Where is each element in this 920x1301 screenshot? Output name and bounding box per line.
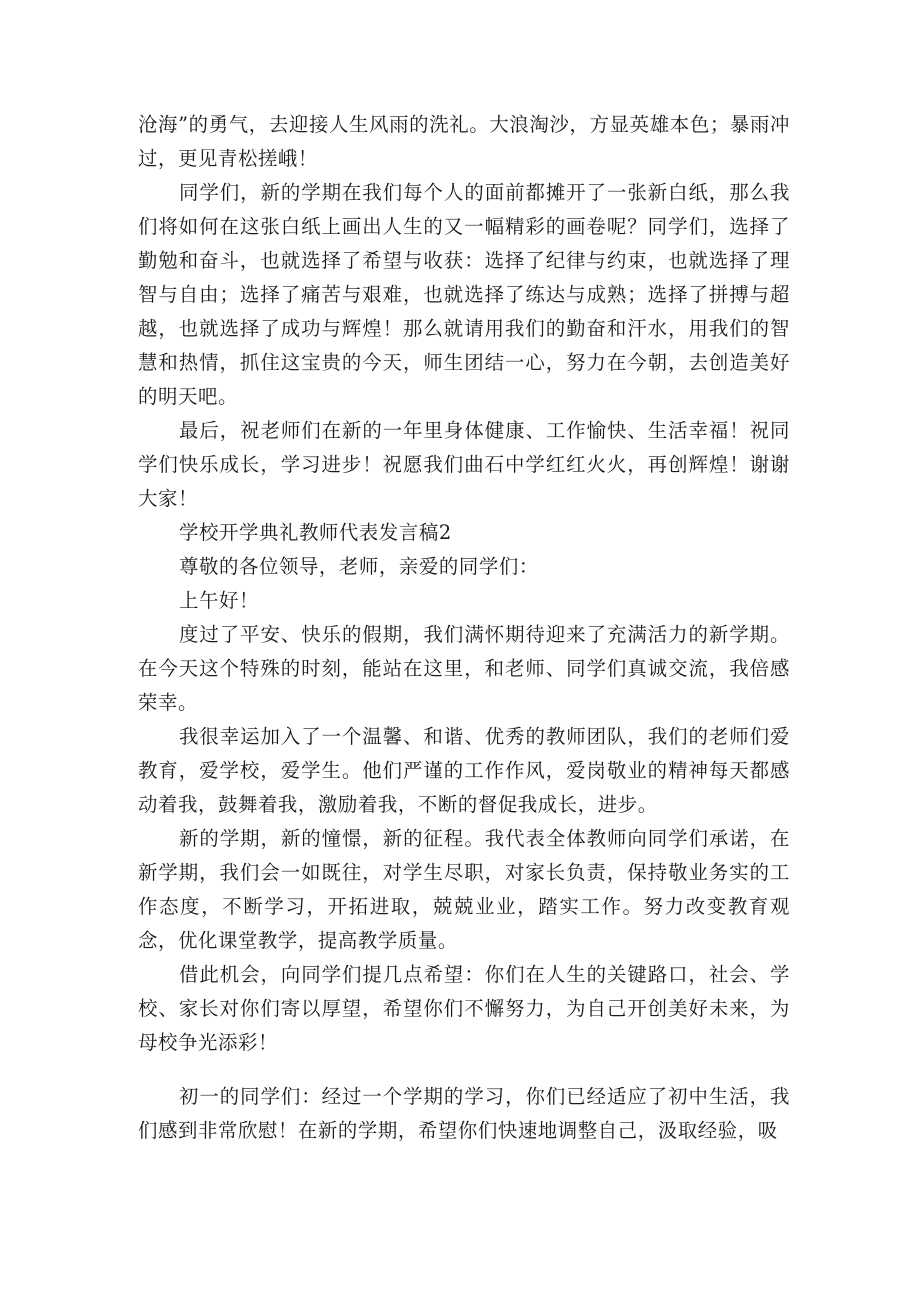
greeting-line: 尊敬的各位领导，老师，亲爱的同学们： <box>179 555 539 578</box>
paragraph-continuation: 沧海”的勇气，去迎接人生风雨的洗礼。大浪淘沙，方显英雄本色；暴雨冲过，更见青松搓峨！ <box>138 113 790 170</box>
paragraph-commitment: 新的学期，新的憧憬，新的征程。我代表全体教师向同学们承诺，在新学期，我们会一如既往，对学生尽职，对家长负责，保持敬业务实的工作态度，不断学习，开拓进取，兢兢业业，踏实工作。努力改变教育观念，优化课堂教学，提高教学质量。 <box>138 827 790 952</box>
salutation-line: 上午好！ <box>179 589 259 612</box>
document-body <box>138 108 790 1148</box>
paragraph-new-term: 度过了平安、快乐的假期，我们满怀期待迎来了充满活力的新学期。在今天这个特殊的时刻，能站在这里，和老师、同学们真诚交流，我倍感荣幸。 <box>138 623 790 714</box>
section-title: 学校开学典礼教师代表发言稿2 <box>179 521 452 544</box>
paragraph-teacher-team: 我很幸运加入了一个温馨、和谐、优秀的教师团队，我们的老师们爱教育，爱学校，爱学生。他们严谨的工作作风，爱岗敬业的精神每天都感动着我，鼓舞着我，激励着我，不断的督促我成长，进步。 <box>138 725 790 816</box>
paragraph-new-semester: 同学们，新的学期在我们每个人的面前都摊开了一张新白纸，那么我们将如何在这张白纸上画出人生的又一幅精彩的画卷呢？同学们，选择了勤勉和奋斗，也就选择了希望与收获：选择了纪律与约束，也就选择了理智与自由；选择了痛苦与艰难，也就选择了练达与成熟；选择了拼搏与超越，也就选择了成功与辉煌！那么就请用我们的勤奋和汗水，用我们的智慧和热情，抓住这宝贵的今天，师生团结一心，努力在今朝，去创造美好的明天吧。 <box>138 181 790 408</box>
paragraph-hopes: 借此机会，向同学们提几点希望：你们在人生的关键路口，社会、学校、家长对你们寄以厚望，希望你们不懈努力，为自己开创美好未来，为母校争光添彩！ <box>138 963 790 1054</box>
paragraph-grade-one: 初一的同学们：经过一个学期的学习，你们已经适应了初中生活，我们感到非常欣慰！在新的学期，希望你们快速地调整自己，汲取经验，吸 <box>138 1085 790 1142</box>
paragraph-closing-wishes: 最后，祝老师们在新的一年里身体健康、工作愉快、生活幸福！祝同学们快乐成长，学习进步！祝愿我们曲石中学红红火火，再创辉煌！谢谢大家！ <box>138 419 790 510</box>
